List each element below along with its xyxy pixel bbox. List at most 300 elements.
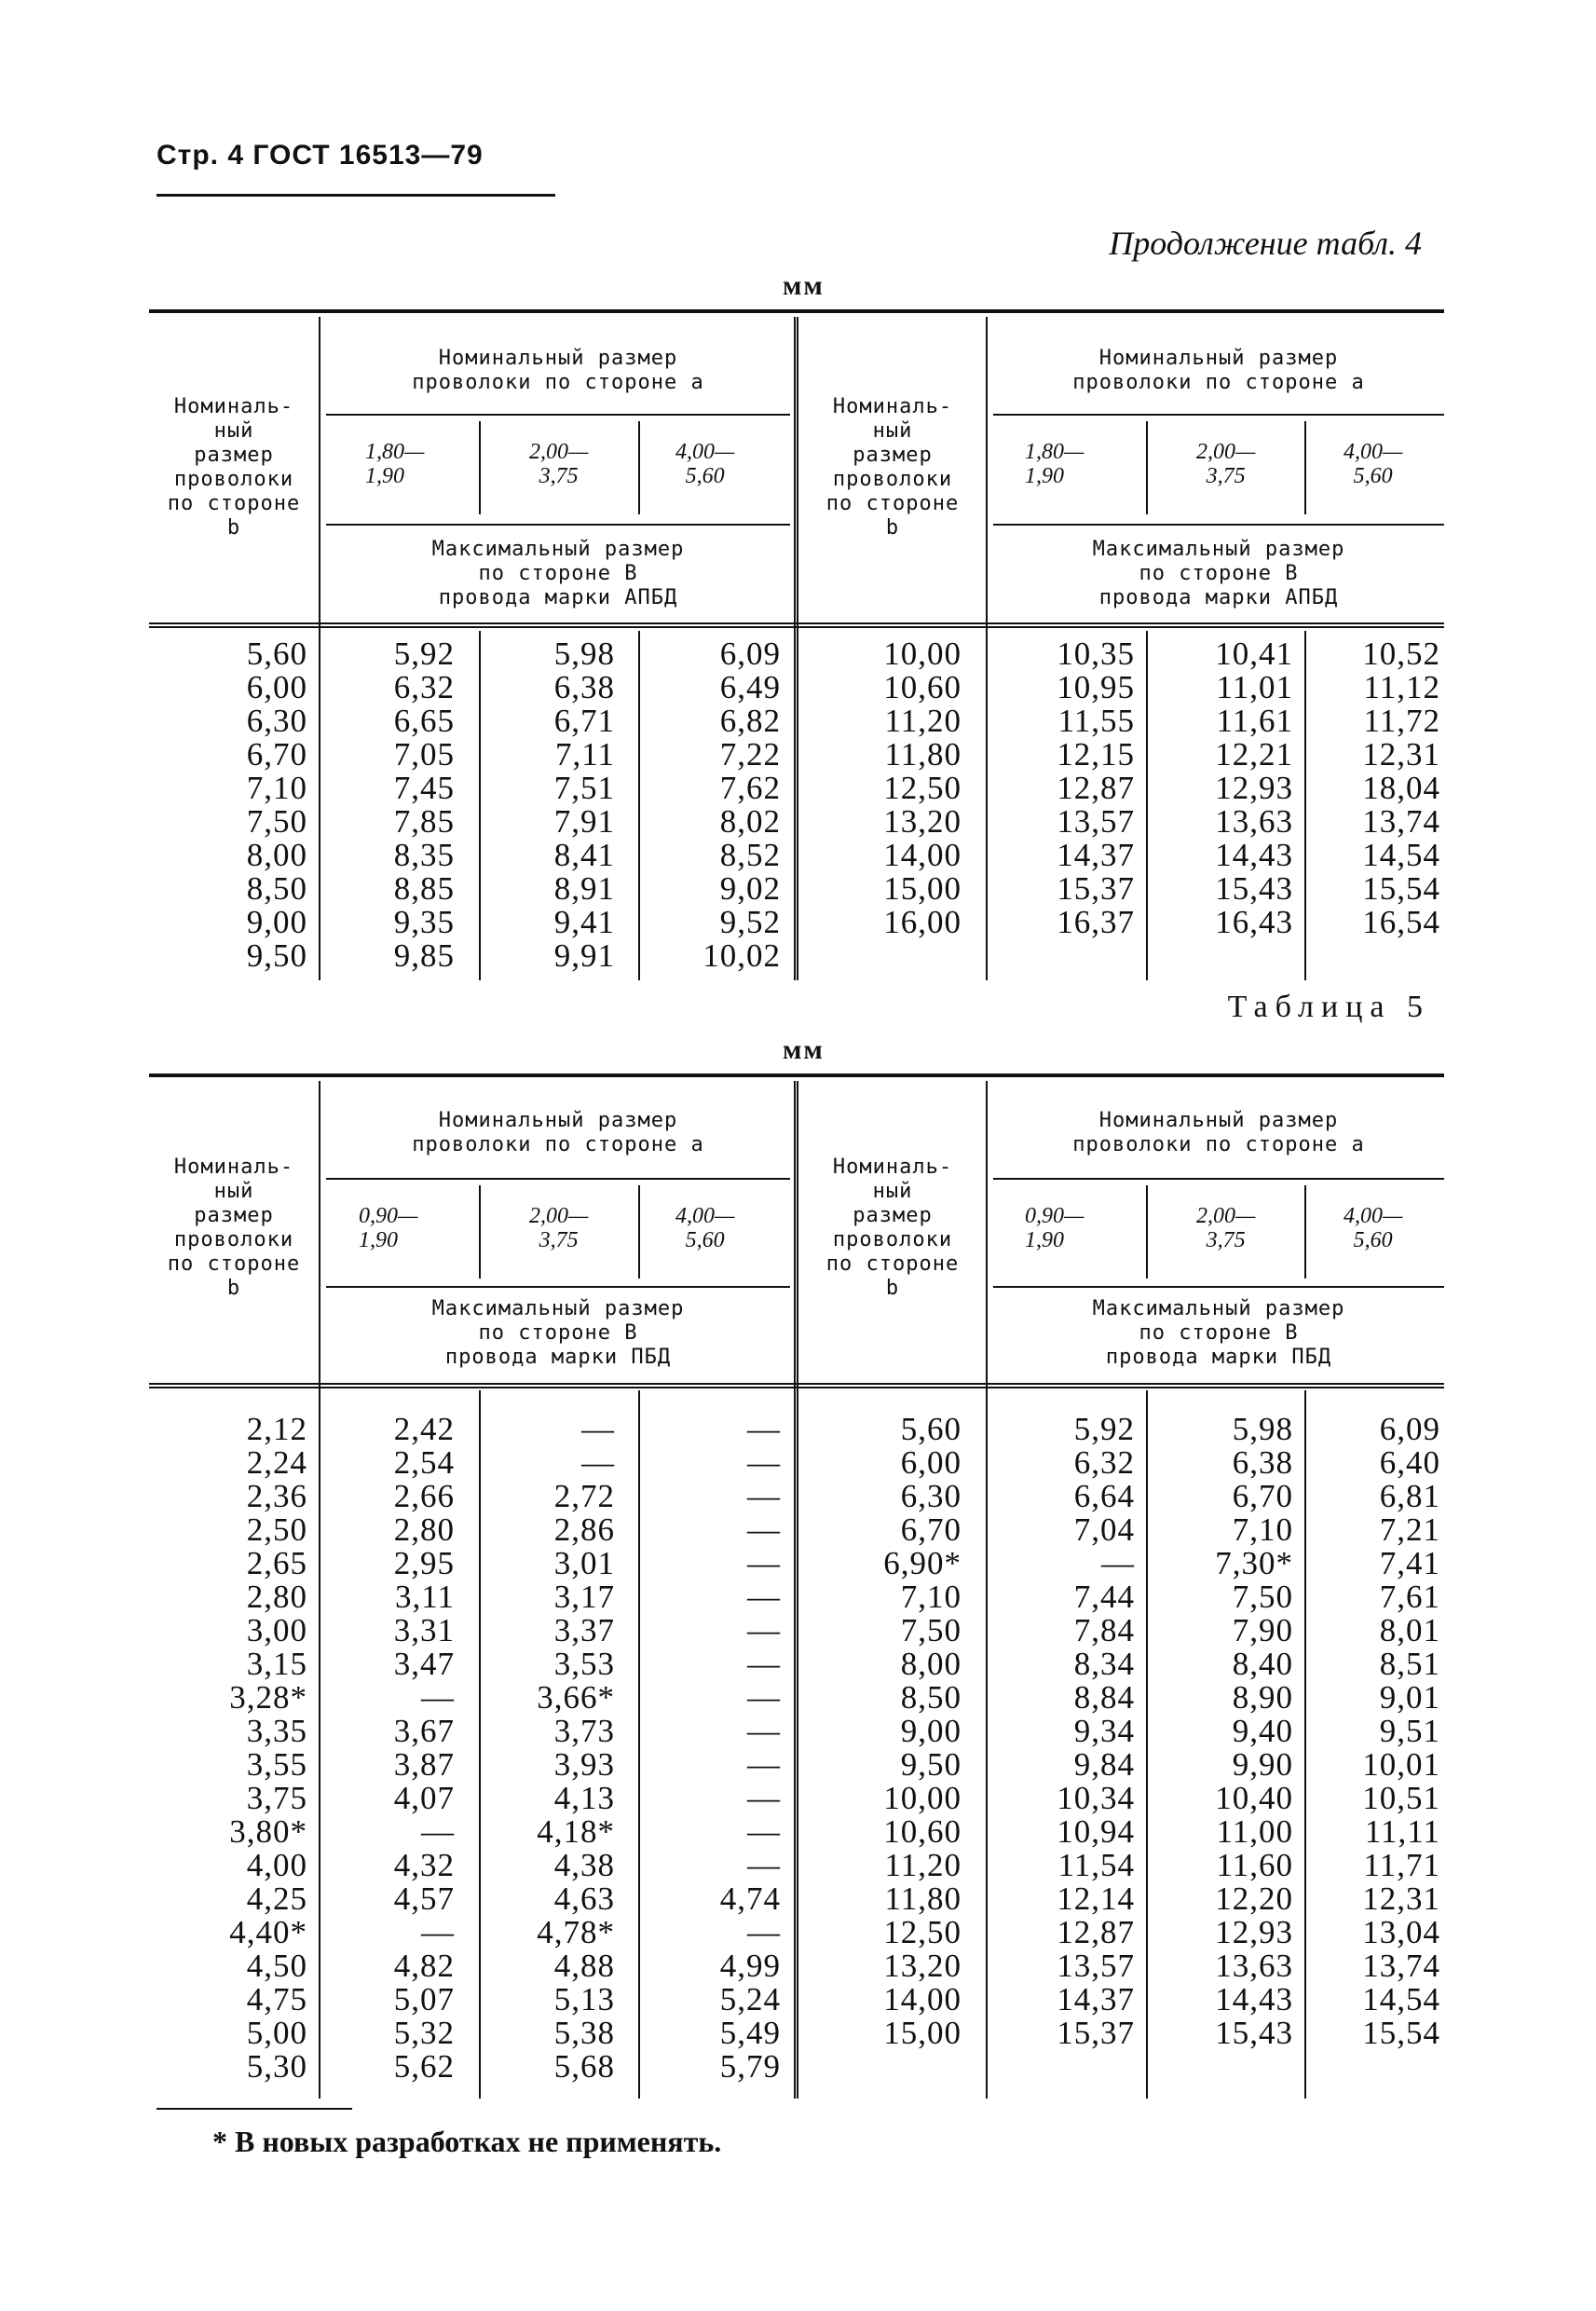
table-cell: 13,63 xyxy=(1215,803,1293,840)
table-cell: 12,93 xyxy=(1215,1914,1293,1950)
table-cell: 9,02 xyxy=(719,870,781,907)
table-cell: — xyxy=(1101,1545,1135,1581)
table-cell: 12,31 xyxy=(1362,1880,1440,1917)
table-center-divider xyxy=(794,317,798,980)
table-cell: 3,93 xyxy=(553,1746,615,1783)
table-cell: 12,93 xyxy=(1215,770,1293,806)
col-b-left xyxy=(186,637,307,973)
table-cell: 8,01 xyxy=(1379,1612,1440,1648)
table-cell: 14,43 xyxy=(1215,1981,1293,2017)
table-cell: 12,14 xyxy=(1057,1880,1135,1917)
table-cell: 2,66 xyxy=(393,1478,455,1514)
table-cell: 9,34 xyxy=(1073,1713,1135,1749)
table-cell: 8,35 xyxy=(393,837,455,873)
table-cell: 7,10 xyxy=(900,1579,962,1615)
header-rule xyxy=(993,414,1444,416)
col-b-right xyxy=(820,637,962,939)
table-cell: 2,36 xyxy=(246,1478,307,1514)
table-cell: 9,50 xyxy=(900,1746,962,1783)
table-cell: 10,95 xyxy=(1057,669,1135,705)
table-cell: 11,00 xyxy=(1216,1813,1293,1850)
table-cell: 3,17 xyxy=(553,1579,615,1615)
table-cell: 4,40* xyxy=(229,1914,307,1950)
header-b-label: Номиналь- ный размер проволоки по стороне b xyxy=(825,395,960,540)
table-cell: 7,11 xyxy=(555,736,615,773)
table-cell: 4,07 xyxy=(393,1780,455,1816)
table-cell: 11,11 xyxy=(1364,1813,1440,1850)
table-cell: 12,31 xyxy=(1362,736,1440,773)
table-cell: 4,88 xyxy=(553,1948,615,1984)
col-divider xyxy=(1146,631,1148,980)
page-header: Стр. 4 ГОСТ 16513—79 xyxy=(157,140,484,171)
table-cell: 2,80 xyxy=(393,1511,455,1548)
table-cell: 7,50 xyxy=(1232,1579,1293,1615)
table-cell: 10,02 xyxy=(703,937,781,974)
table-cell: 5,79 xyxy=(719,2048,781,2085)
table-cell: 14,37 xyxy=(1057,837,1135,873)
col-c2-left xyxy=(496,1413,615,2084)
table-cell: — xyxy=(747,1847,781,1883)
col-c1-right xyxy=(999,1413,1135,2050)
header-a-label: Номинальный размер проволоки по стороне a xyxy=(1072,347,1365,394)
table-cell: 11,80 xyxy=(884,1880,962,1917)
table-cell: 8,51 xyxy=(1379,1646,1440,1682)
table-cell: 9,85 xyxy=(393,937,455,974)
table-cell: 9,90 xyxy=(1232,1746,1293,1783)
col-divider xyxy=(638,1185,640,1279)
table-cell: 12,50 xyxy=(883,770,962,806)
table-cell: 8,40 xyxy=(1232,1646,1293,1682)
table-cell: — xyxy=(747,1411,781,1447)
col-divider xyxy=(1146,1390,1148,2099)
table-cell: 5,32 xyxy=(393,2015,455,2051)
col-c1-left xyxy=(335,637,455,973)
table-cell: 14,54 xyxy=(1362,837,1440,873)
table-cell: 6,49 xyxy=(719,669,781,705)
table-4 xyxy=(149,309,1444,990)
table-cell: 3,53 xyxy=(553,1646,615,1682)
header-rule xyxy=(993,524,1444,526)
table-cell: 14,00 xyxy=(883,1981,962,2017)
table-cell: 10,94 xyxy=(1057,1813,1135,1850)
col-divider xyxy=(479,631,481,980)
table-cell: 15,00 xyxy=(883,870,962,907)
header-size-3: 4,00— 5,60 xyxy=(1344,440,1403,488)
table-cell: — xyxy=(747,1646,781,1682)
table-cell: 8,90 xyxy=(1232,1679,1293,1716)
table-cell: 9,52 xyxy=(719,904,781,940)
header-a-label: Номинальный размер проволоки по стороне a xyxy=(1072,1109,1365,1156)
table-cell: 5,49 xyxy=(719,2015,781,2051)
table-cell: 15,00 xyxy=(883,2015,962,2051)
table-cell: 16,00 xyxy=(883,904,962,940)
table-cell: 3,80* xyxy=(229,1813,307,1850)
table-cell: 12,87 xyxy=(1057,770,1135,806)
table-cell: 7,30* xyxy=(1215,1545,1293,1581)
table-cell: 16,54 xyxy=(1362,904,1440,940)
table-cell: 10,52 xyxy=(1362,636,1440,672)
header-size-2: 2,00— 3,75 xyxy=(529,440,589,488)
table-cell: 8,02 xyxy=(719,803,781,840)
table-cell: 9,40 xyxy=(1232,1713,1293,1749)
table-cell: 3,15 xyxy=(246,1646,307,1682)
table-cell: 3,11 xyxy=(395,1579,455,1615)
header-a-label: Номинальный размер проволоки по стороне a xyxy=(412,1109,704,1156)
table-cell: 6,40 xyxy=(1379,1444,1440,1481)
table-cell: — xyxy=(581,1444,615,1481)
table-cell: 10,60 xyxy=(883,669,962,705)
table-cell: 15,54 xyxy=(1362,870,1440,907)
table-cell: 10,40 xyxy=(1215,1780,1293,1816)
col-divider xyxy=(1146,1185,1148,1279)
table-cell: 12,20 xyxy=(1215,1880,1293,1917)
table-cell: 6,81 xyxy=(1379,1478,1440,1514)
table-cell: 14,37 xyxy=(1057,1981,1135,2017)
table-cell: 3,87 xyxy=(393,1746,455,1783)
table-cell: 5,92 xyxy=(393,636,455,672)
header-size-2: 2,00— 3,75 xyxy=(1196,1204,1256,1252)
table-cell: 10,34 xyxy=(1057,1780,1135,1816)
table-cell: 3,00 xyxy=(246,1612,307,1648)
header-size-3: 4,00— 5,60 xyxy=(675,1204,735,1252)
header-size-2: 2,00— 3,75 xyxy=(1196,440,1256,488)
table-cell: 8,50 xyxy=(900,1679,962,1716)
table-cell: 10,60 xyxy=(883,1813,962,1850)
table-cell: 4,74 xyxy=(719,1880,781,1917)
table-cell: 3,55 xyxy=(246,1746,307,1783)
footnote: * В новых разработках не применять. xyxy=(212,2125,722,2158)
table-cell: 4,75 xyxy=(246,1981,307,2017)
table-top-rule xyxy=(149,1073,1444,1077)
table-cell: 11,61 xyxy=(1216,703,1293,739)
table-cell: 3,67 xyxy=(393,1713,455,1749)
table-cell: 12,15 xyxy=(1057,736,1135,773)
table-cell: 7,61 xyxy=(1379,1579,1440,1615)
table-cell: 9,50 xyxy=(246,937,307,974)
table-cell: 6,09 xyxy=(1379,1411,1440,1447)
table-cell: — xyxy=(421,1679,455,1716)
col-divider xyxy=(319,317,321,980)
table-cell: 3,35 xyxy=(246,1713,307,1749)
table-cell: — xyxy=(747,1478,781,1514)
table-cell: 6,38 xyxy=(553,669,615,705)
table-cell: 7,04 xyxy=(1073,1511,1135,1548)
table-cell: 7,45 xyxy=(393,770,455,806)
table-cell: — xyxy=(747,1511,781,1548)
table-cell: 14,54 xyxy=(1362,1981,1440,2017)
col-b-right xyxy=(820,1413,962,2050)
table-cell: 7,22 xyxy=(719,736,781,773)
table-cell: 13,20 xyxy=(883,1948,962,1984)
footnote-rule xyxy=(157,2108,352,2110)
table-cell: — xyxy=(747,1713,781,1749)
table-cell: 2,42 xyxy=(393,1411,455,1447)
table-cell: 7,85 xyxy=(393,803,455,840)
unit-label-table5: мм xyxy=(783,1034,825,1065)
table-cell: 6,70 xyxy=(246,736,307,773)
table-cell: 2,24 xyxy=(246,1444,307,1481)
table-cell: 5,60 xyxy=(900,1411,962,1447)
table-cell: 8,50 xyxy=(246,870,307,907)
table-cell: 7,51 xyxy=(553,770,615,806)
table-cell: 13,57 xyxy=(1057,803,1135,840)
table-cell: 6,09 xyxy=(719,636,781,672)
table-cell: 7,62 xyxy=(719,770,781,806)
unit-label-table4: мм xyxy=(783,270,825,301)
table-cell: 2,12 xyxy=(246,1411,307,1447)
table-cell: — xyxy=(421,1914,455,1950)
table-cell: 13,74 xyxy=(1362,803,1440,840)
table-cell: 15,43 xyxy=(1215,870,1293,907)
col-c2-right xyxy=(1157,1413,1293,2050)
table-cell: 7,50 xyxy=(900,1612,962,1648)
header-rule xyxy=(326,1178,790,1180)
header-size-1: 0,90— 1,90 xyxy=(359,1204,418,1252)
table-cell: 7,10 xyxy=(1232,1511,1293,1548)
table-cell: 11,71 xyxy=(1363,1847,1440,1883)
table-top-rule xyxy=(149,309,1444,313)
table-cell: — xyxy=(747,1914,781,1950)
table-cell: 4,78* xyxy=(537,1914,615,1950)
col-c1-right xyxy=(999,637,1135,939)
table-cell: 8,00 xyxy=(246,837,307,873)
table-cell: 5,60 xyxy=(246,636,307,672)
col-c3-right xyxy=(1314,637,1440,939)
col-divider xyxy=(986,1081,988,2099)
table-cell: 10,01 xyxy=(1362,1746,1440,1783)
header-b-label: Номиналь- ный размер проволоки по стороне b xyxy=(167,1156,301,1300)
col-divider xyxy=(479,1390,481,2099)
table-cell: 10,35 xyxy=(1057,636,1135,672)
table-cell: 5,38 xyxy=(553,2015,615,2051)
table-cell: 4,18* xyxy=(537,1813,615,1850)
header-size-1: 1,80— 1,90 xyxy=(1025,440,1084,488)
table-cell: 9,00 xyxy=(900,1713,962,1749)
table-cell: 4,00 xyxy=(246,1847,307,1883)
table-cell: 13,74 xyxy=(1362,1948,1440,1984)
header-size-3: 4,00— 5,60 xyxy=(1344,1204,1403,1252)
table-cell: 2,72 xyxy=(553,1478,615,1514)
table-cell: 5,30 xyxy=(246,2048,307,2085)
header-b-label: Номиналь- ный размер проволоки по стороне b xyxy=(167,395,301,540)
table-cell: 6,38 xyxy=(1232,1444,1293,1481)
header-max-label: Максимальный размер по стороне B провода марки АПБД xyxy=(431,538,685,609)
col-divider xyxy=(1304,421,1306,514)
col-divider xyxy=(1304,1185,1306,1279)
table-cell: 2,86 xyxy=(553,1511,615,1548)
table-cell: 8,34 xyxy=(1073,1646,1135,1682)
table-cell: 4,57 xyxy=(393,1880,455,1917)
table-cell: 3,75 xyxy=(246,1780,307,1816)
table-cell: — xyxy=(747,1746,781,1783)
col-divider xyxy=(479,1185,481,1279)
header-rule xyxy=(993,1286,1444,1288)
col-divider xyxy=(479,421,481,514)
table-cell: 11,20 xyxy=(884,1847,962,1883)
table-cell: 10,41 xyxy=(1215,636,1293,672)
table-cell: 7,10 xyxy=(246,770,307,806)
table-cell: 3,31 xyxy=(393,1612,455,1648)
col-c2-left xyxy=(496,637,615,973)
header-size-1: 0,90— 1,90 xyxy=(1025,1204,1084,1252)
table-cell: 6,32 xyxy=(1073,1444,1135,1481)
table-cell: 6,00 xyxy=(900,1444,962,1481)
table-cell: 3,37 xyxy=(553,1612,615,1648)
table-cell: 6,30 xyxy=(246,703,307,739)
table-cell: 8,52 xyxy=(719,837,781,873)
table-cell: 5,00 xyxy=(246,2015,307,2051)
table-cell: — xyxy=(581,1411,615,1447)
table-cell: 5,68 xyxy=(553,2048,615,2085)
table-cell: 6,32 xyxy=(393,669,455,705)
table-cell: 7,41 xyxy=(1379,1545,1440,1581)
col-c3-left xyxy=(652,637,781,973)
table-cell: 6,90* xyxy=(883,1545,962,1581)
col-divider xyxy=(1146,421,1148,514)
table-cell: 9,41 xyxy=(553,904,615,940)
table-cell: 4,25 xyxy=(246,1880,307,1917)
table-cell: 3,73 xyxy=(553,1713,615,1749)
table-cell: 11,72 xyxy=(1363,703,1440,739)
table-cell: 5,98 xyxy=(553,636,615,672)
table-cell: 2,80 xyxy=(246,1579,307,1615)
table-cell: 5,07 xyxy=(393,1981,455,2017)
table-cell: — xyxy=(747,1679,781,1716)
table-cell: — xyxy=(747,1545,781,1581)
header-rule xyxy=(993,1178,1444,1180)
table-cell: 5,98 xyxy=(1232,1411,1293,1447)
table-cell: — xyxy=(747,1813,781,1850)
table-cell: 3,28* xyxy=(229,1679,307,1716)
table-cell: 5,62 xyxy=(393,2048,455,2085)
table-cell: 9,01 xyxy=(1379,1679,1440,1716)
table-cell: 11,01 xyxy=(1216,669,1293,705)
table-cell: 11,54 xyxy=(1057,1847,1135,1883)
header-rule xyxy=(326,524,790,526)
header-rule xyxy=(157,194,555,197)
table-cell: — xyxy=(421,1813,455,1850)
table-cell: 14,43 xyxy=(1215,837,1293,873)
table-5-title: Таблица 5 xyxy=(1227,990,1430,1024)
table-cell: 11,12 xyxy=(1363,669,1440,705)
table-cell: 13,57 xyxy=(1057,1948,1135,1984)
table-cell: 12,50 xyxy=(883,1914,962,1950)
table-cell: 7,50 xyxy=(246,803,307,840)
table-cell: 4,63 xyxy=(553,1880,615,1917)
header-max-label: Максимальный размер по стороне B провода марки АПБД xyxy=(1092,538,1345,609)
col-divider xyxy=(319,1081,321,2099)
header-size-2: 2,00— 3,75 xyxy=(529,1204,589,1252)
table-cell: 7,05 xyxy=(393,736,455,773)
table-cell: 7,90 xyxy=(1232,1612,1293,1648)
table-cell: 3,66* xyxy=(537,1679,615,1716)
table-cell: 13,63 xyxy=(1215,1948,1293,1984)
table-cell: 13,04 xyxy=(1362,1914,1440,1950)
table-cell: 11,55 xyxy=(1057,703,1135,739)
header-rule xyxy=(326,1286,790,1288)
table-cell: 4,32 xyxy=(393,1847,455,1883)
table-cell: 4,13 xyxy=(553,1780,615,1816)
col-divider xyxy=(638,421,640,514)
table-cell: 10,00 xyxy=(883,636,962,672)
col-c3-left xyxy=(652,1413,781,2084)
table-cell: 9,35 xyxy=(393,904,455,940)
table-cell: 3,47 xyxy=(393,1646,455,1682)
table-continuation-label: Продолжение табл. 4 xyxy=(1109,225,1422,262)
table-cell: 9,84 xyxy=(1073,1746,1135,1783)
table-cell: 6,00 xyxy=(246,669,307,705)
table-cell: 8,91 xyxy=(553,870,615,907)
table-cell: 6,70 xyxy=(1232,1478,1293,1514)
table-cell: 5,13 xyxy=(553,1981,615,2017)
table-cell: 11,60 xyxy=(1216,1847,1293,1883)
table-cell: 9,00 xyxy=(246,904,307,940)
table-cell: 2,95 xyxy=(393,1545,455,1581)
table-center-divider xyxy=(794,1081,798,2099)
table-cell: 11,20 xyxy=(884,703,962,739)
table-cell: 8,41 xyxy=(553,837,615,873)
table-cell: 16,37 xyxy=(1057,904,1135,940)
header-size-3: 4,00— 5,60 xyxy=(675,440,735,488)
table-cell: 6,64 xyxy=(1073,1478,1135,1514)
table-cell: 7,21 xyxy=(1379,1511,1440,1548)
header-max-label: Максимальный размер по стороне B провода марки ПБД xyxy=(1092,1297,1345,1369)
col-c1-left xyxy=(335,1413,455,2084)
table-cell: 6,71 xyxy=(553,703,615,739)
col-divider xyxy=(1304,1390,1306,2099)
table-cell: 11,80 xyxy=(884,736,962,773)
col-divider xyxy=(638,1390,640,2099)
table-cell: 10,51 xyxy=(1362,1780,1440,1816)
table-cell: 7,91 xyxy=(553,803,615,840)
table-cell: 6,70 xyxy=(900,1511,962,1548)
table-cell: 5,92 xyxy=(1073,1411,1135,1447)
col-divider xyxy=(638,631,640,980)
table-cell: — xyxy=(747,1612,781,1648)
table-cell: 9,91 xyxy=(553,937,615,974)
table-cell: 13,20 xyxy=(883,803,962,840)
table-5 xyxy=(149,1073,1444,2099)
table-cell: 16,43 xyxy=(1215,904,1293,940)
header-rule xyxy=(326,414,790,416)
table-cell: 15,54 xyxy=(1362,2015,1440,2051)
table-cell: 5,24 xyxy=(719,1981,781,2017)
col-divider xyxy=(986,317,988,980)
table-cell: 8,84 xyxy=(1073,1679,1135,1716)
table-cell: 12,87 xyxy=(1057,1914,1135,1950)
table-cell: — xyxy=(747,1444,781,1481)
table-cell: 2,65 xyxy=(246,1545,307,1581)
table-cell: — xyxy=(747,1780,781,1816)
table-cell: 6,30 xyxy=(900,1478,962,1514)
table-cell: 4,99 xyxy=(719,1948,781,1984)
table-cell: 6,65 xyxy=(393,703,455,739)
table-cell: 4,38 xyxy=(553,1847,615,1883)
col-c3-right xyxy=(1314,1413,1440,2050)
col-c2-right xyxy=(1157,637,1293,939)
table-cell: 8,00 xyxy=(900,1646,962,1682)
table-cell: 6,82 xyxy=(719,703,781,739)
table-cell: 15,37 xyxy=(1057,2015,1135,2051)
table-cell: 15,37 xyxy=(1057,870,1135,907)
table-cell: 8,85 xyxy=(393,870,455,907)
header-b-label: Номиналь- ный размер проволоки по стороне b xyxy=(825,1156,960,1300)
table-cell: 18,04 xyxy=(1362,770,1440,806)
header-size-1: 1,80— 1,90 xyxy=(365,440,425,488)
table-cell: 9,51 xyxy=(1379,1713,1440,1749)
table-cell: 15,43 xyxy=(1215,2015,1293,2051)
table-cell: 2,54 xyxy=(393,1444,455,1481)
